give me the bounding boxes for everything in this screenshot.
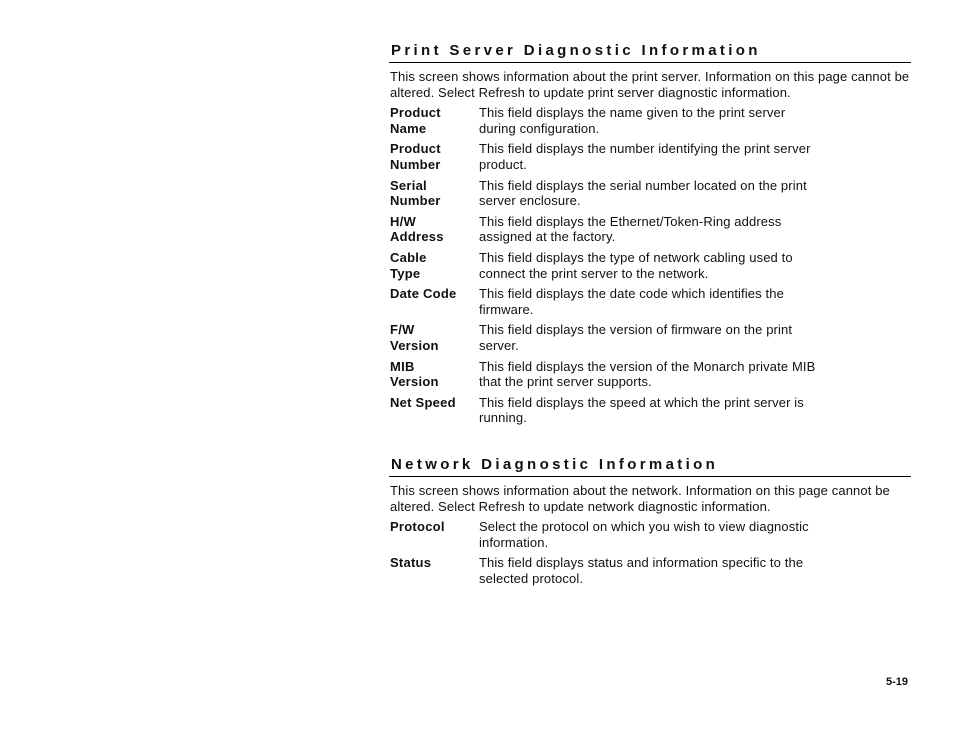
field-description-line: This field displays the version of the Monarch private MIB [479, 358, 816, 374]
definition-row [390, 519, 912, 550]
field-term-line: Serial [390, 177, 427, 193]
field-term-line: Number [390, 193, 441, 209]
field-term-line: MIB [390, 358, 415, 374]
definition-row [390, 105, 912, 136]
field-description [479, 519, 912, 550]
field-description-line: during configuration. [479, 120, 600, 136]
field-description-line: information. [479, 534, 549, 550]
field-term [390, 141, 479, 172]
field-description [479, 178, 912, 209]
field-term [390, 359, 479, 390]
field-description [479, 286, 912, 317]
field-term-line: Version [390, 374, 439, 390]
definition-list [390, 519, 912, 586]
definition-row [390, 250, 912, 281]
field-description [479, 141, 912, 172]
field-term-line: Status [390, 555, 432, 571]
section-title: Print Server Diagnostic Information [391, 42, 761, 59]
field-term [390, 105, 479, 136]
page-number: 5-19 [886, 676, 909, 688]
field-term [390, 250, 479, 281]
section-divider [389, 62, 911, 63]
definition-row [390, 178, 912, 209]
field-term [390, 286, 479, 317]
field-description [479, 359, 912, 390]
definition-row [390, 214, 912, 245]
field-term-line: Date Code [390, 286, 457, 302]
field-description-line: assigned at the factory. [479, 229, 616, 245]
field-description [479, 250, 912, 281]
field-description-line: Select the protocol on which you wish to view diagnostic [479, 519, 809, 535]
field-description-line: selected protocol. [479, 570, 584, 586]
field-term [390, 519, 479, 550]
field-description-line: firmware. [479, 301, 534, 317]
section-intro: This screen shows information about the network. Information on this page cannot be altered. Select Refresh to update network diagnostic information. [390, 483, 890, 514]
field-term-line: Protocol [390, 519, 445, 535]
section-divider [389, 476, 911, 477]
field-term-line: Version [390, 337, 439, 353]
field-term-line: H/W [390, 213, 417, 229]
field-description-line: connect the print server to the network. [479, 265, 709, 281]
definition-row [390, 359, 912, 390]
field-description-line: server enclosure. [479, 193, 581, 209]
field-term-line: Cable [390, 249, 427, 265]
field-description [479, 105, 912, 136]
definition-row [390, 555, 912, 586]
field-description-line: This field displays the version of firmware on the print [479, 322, 793, 338]
definition-row [390, 141, 912, 172]
definition-row [390, 286, 912, 317]
field-description-line: This field displays the number identifying the print server [479, 141, 811, 157]
field-description-line: server. [479, 337, 519, 353]
field-description [479, 322, 912, 353]
field-term-line: Name [390, 120, 427, 136]
field-description-line: This field displays the date code which identifies the [479, 286, 784, 302]
definition-row [390, 395, 912, 426]
field-term-line: Product [390, 105, 441, 121]
field-description [479, 555, 912, 586]
section-print-server-diagnostic [390, 42, 912, 426]
field-description-line: running. [479, 410, 527, 426]
field-term [390, 322, 479, 353]
field-term [390, 555, 479, 586]
field-description-line: This field displays status and information specific to the [479, 555, 804, 571]
definition-list [390, 105, 912, 426]
section-network-diagnostic [390, 456, 912, 587]
field-term-line: Type [390, 265, 421, 281]
definition-row [390, 322, 912, 353]
field-description-line: This field displays the name given to the print server [479, 105, 786, 121]
field-description-line: product. [479, 156, 527, 172]
field-term-line: Net Speed [390, 394, 456, 410]
field-term-line: Address [390, 229, 444, 245]
field-term-line: F/W [390, 322, 415, 338]
section-title: Network Diagnostic Information [391, 456, 719, 473]
field-description-line: This field displays the serial number located on the print [479, 177, 807, 193]
section-intro: This screen shows information about the print server. Information on this page cannot be altered. Select Refresh to update print server diagnostic information. [390, 69, 910, 100]
field-description-line: This field displays the speed at which the print server is [479, 394, 804, 410]
field-description-line: that the print server supports. [479, 374, 652, 390]
field-term [390, 395, 479, 426]
field-term-line: Product [390, 141, 441, 157]
field-term-line: Number [390, 156, 441, 172]
field-term [390, 178, 479, 209]
field-description [479, 395, 912, 426]
field-term [390, 214, 479, 245]
field-description-line: This field displays the Ethernet/Token-Ring address [479, 213, 782, 229]
field-description-line: This field displays the type of network cabling used to [479, 249, 793, 265]
field-description [479, 214, 912, 245]
